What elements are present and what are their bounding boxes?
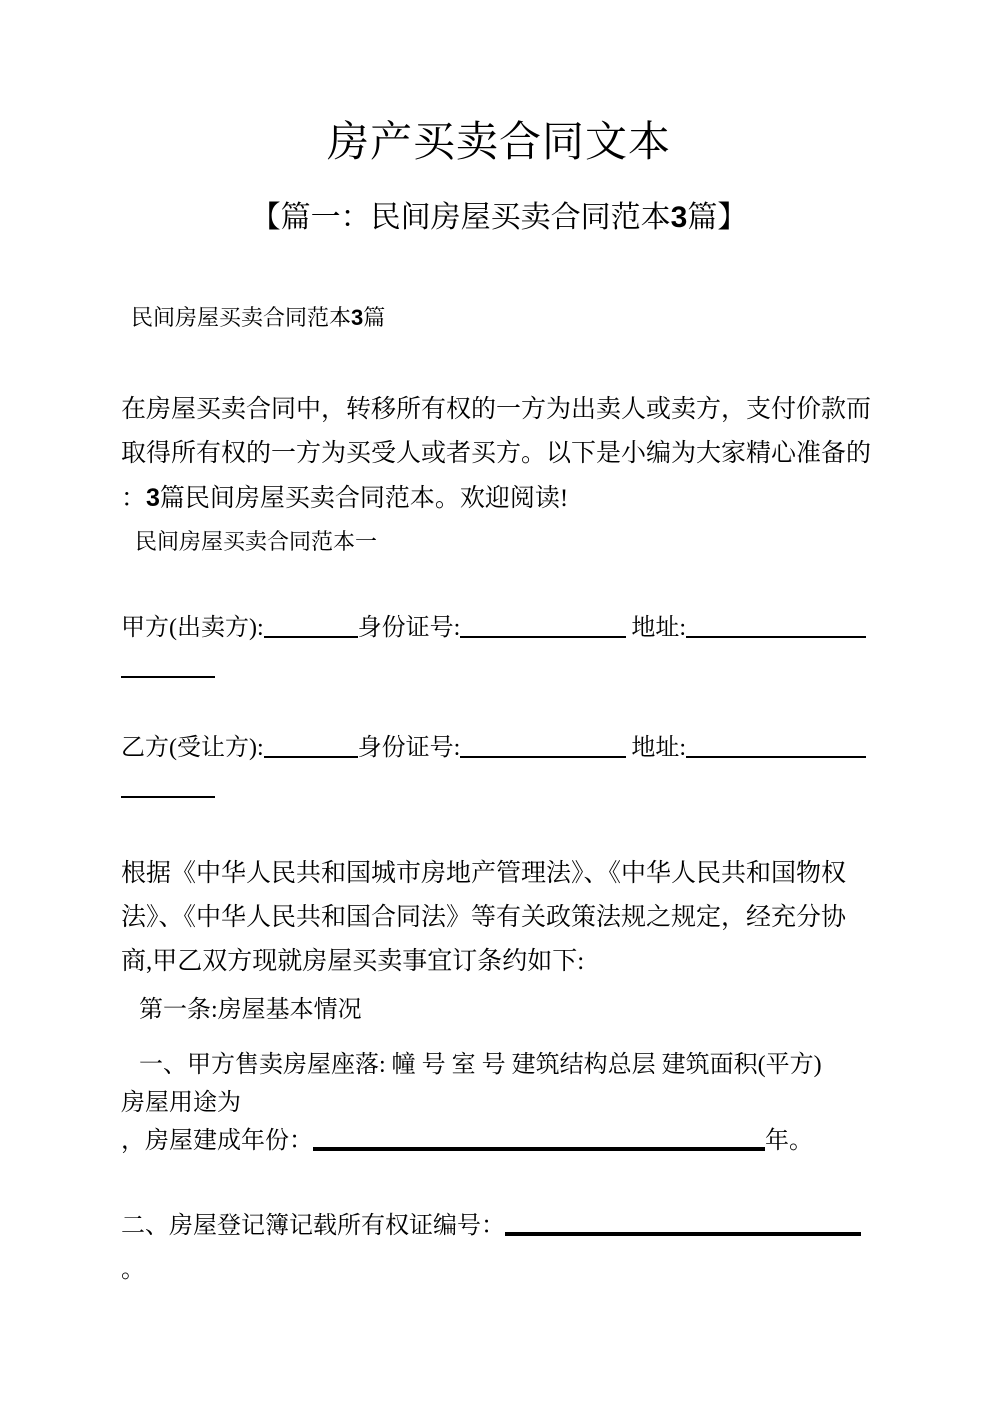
item1-line-1: 一、甲方售卖房屋座落: 幢 号 室 号 建筑结构总层 建筑面积(平方) [139,1052,822,1078]
document-subtitle [121,192,877,244]
party-a-id-blank [460,636,626,638]
party-a-line [121,608,877,648]
subtitle-text-end: 篇】 [687,201,748,234]
party-b-address-blank-continuation [121,796,215,798]
intro-line3-text-end: 篇民间房屋买卖合同范本。欢迎阅读! [159,485,569,512]
section-heading-samples [121,298,887,338]
party-a-block [121,608,877,688]
intro-line3-text: ： [121,485,147,512]
party-a-name-blank [264,636,358,638]
party-b-line-continuation [121,768,877,808]
party-b-label: 乙方(受让方): [121,735,264,761]
party-b-address-blank [686,756,866,758]
party-a-address-label: 地址: [631,615,686,641]
item1-line-2: 房屋用途为 [121,1090,241,1116]
intro-line-3 [121,476,877,521]
party-a-address-blank-continuation [121,676,215,678]
subtitle-count: 3 [670,201,688,234]
party-b-line [121,728,877,768]
item2-period: 。 [121,1257,145,1283]
cert-number-blank [505,1232,861,1236]
party-a-label: 甲方(出卖方): [121,615,264,641]
cert-number-label: 二、房屋登记簿记载所有权证编号： [121,1213,505,1239]
party-a-id-label: 身份证号: [357,615,461,641]
party-b-address-label: 地址: [631,735,686,761]
legal-line-2: 法》、《中华人民共和国合同法》等有关政策法规之规定，经充分协 [121,904,847,931]
item2-line [121,1204,877,1248]
legal-basis-paragraph [121,852,877,984]
subtitle-text: 【篇一：民间房屋买卖合同范本 [250,201,671,234]
party-b-block [121,728,877,808]
heading1-count: 3 [351,305,364,330]
article-1-item-1 [121,1046,877,1160]
party-a-line-continuation [121,648,877,688]
legal-line-3: 商,甲乙双方现就房屋买卖事宜订条约如下: [121,948,585,975]
article-1-item-2 [121,1204,877,1292]
built-year-suffix: 年。 [765,1128,813,1154]
built-year-blank [313,1147,765,1151]
intro-line-2: 取得所有权的一方为买受人或者买方。以下是小编为大家精心准备的 [121,440,872,467]
party-b-name-blank [264,756,358,758]
item1-year-line [121,1122,877,1160]
article-1-heading: 第一条:房屋基本情况 [139,997,362,1023]
heading1-text: 民间房屋买卖合同范本 [131,305,352,330]
section-heading-sample-one: 民间房屋买卖合同范本一 [135,529,378,554]
legal-line-1: 根据《中华人民共和国城市房地产管理法》、《中华人民共和国物权 [121,860,847,887]
built-year-label: ，房屋建成年份： [121,1128,313,1154]
party-b-id-label: 身份证号: [357,735,461,761]
document-title: 房产买卖合同文本 [326,120,671,166]
party-b-id-blank [460,756,626,758]
intro-line-1: 在房屋买卖合同中，转移所有权的一方为出卖人或卖方，支付价款而 [121,396,872,423]
intro-paragraph [121,388,877,521]
party-a-address-blank [686,636,866,638]
heading1-text-end: 篇 [363,305,386,330]
intro-line3-count: 3 [146,484,160,512]
